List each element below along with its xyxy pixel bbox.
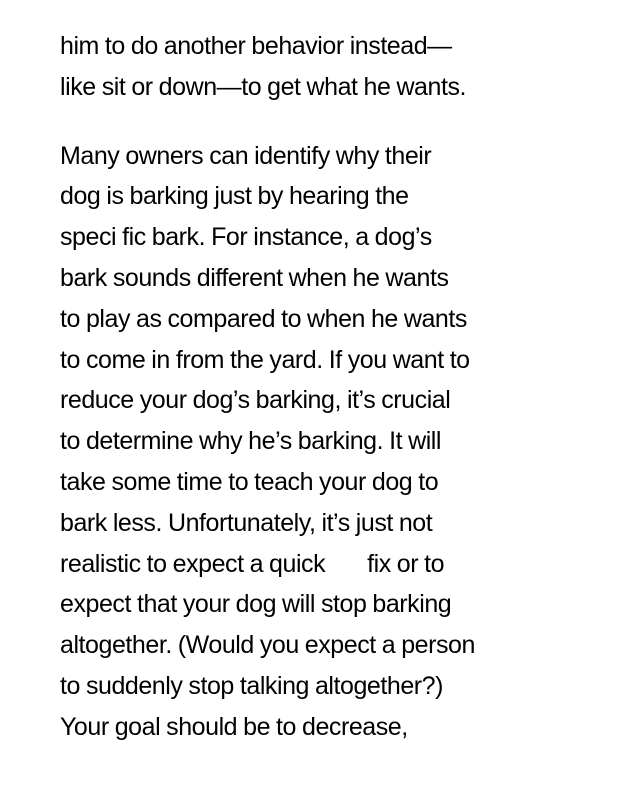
text-line: Many owners can identify why their [60, 141, 432, 170]
text-line: like sit or down—to get what he wants. [60, 72, 466, 101]
text-line: bark less. Unfortunately, it’s just not [60, 508, 433, 537]
text-line: him to do another behavior instead— [60, 32, 452, 60]
document-page [60, 26, 600, 748]
text-line: speci fic bark. For instance, a dog’s [60, 223, 432, 252]
text-line: reduce your dog’s barking, it’s crucial [60, 386, 451, 415]
text-line: bark sounds different when he wants [60, 263, 449, 292]
paragraph-1 [60, 26, 600, 108]
text-line: to suddenly stop talking altogether?) [60, 671, 443, 700]
text-line: altogether. (Would you expect a person [60, 631, 475, 660]
text-line: Your goal should be to decrease, [60, 712, 408, 741]
text-line: to determine why he’s barking. It will [60, 427, 442, 456]
text-line: realistic to expect a quick fix or to [60, 549, 445, 578]
text-line: expect that your dog will stop barking [60, 590, 452, 619]
text-line: dog is barking just by hearing the [60, 182, 409, 211]
text-line: take some time to teach your dog to [60, 467, 439, 496]
text-line: to play as compared to when he wants [60, 304, 467, 333]
text-line: to come in from the yard. If you want to [60, 345, 470, 374]
paragraph-2 [60, 136, 600, 748]
